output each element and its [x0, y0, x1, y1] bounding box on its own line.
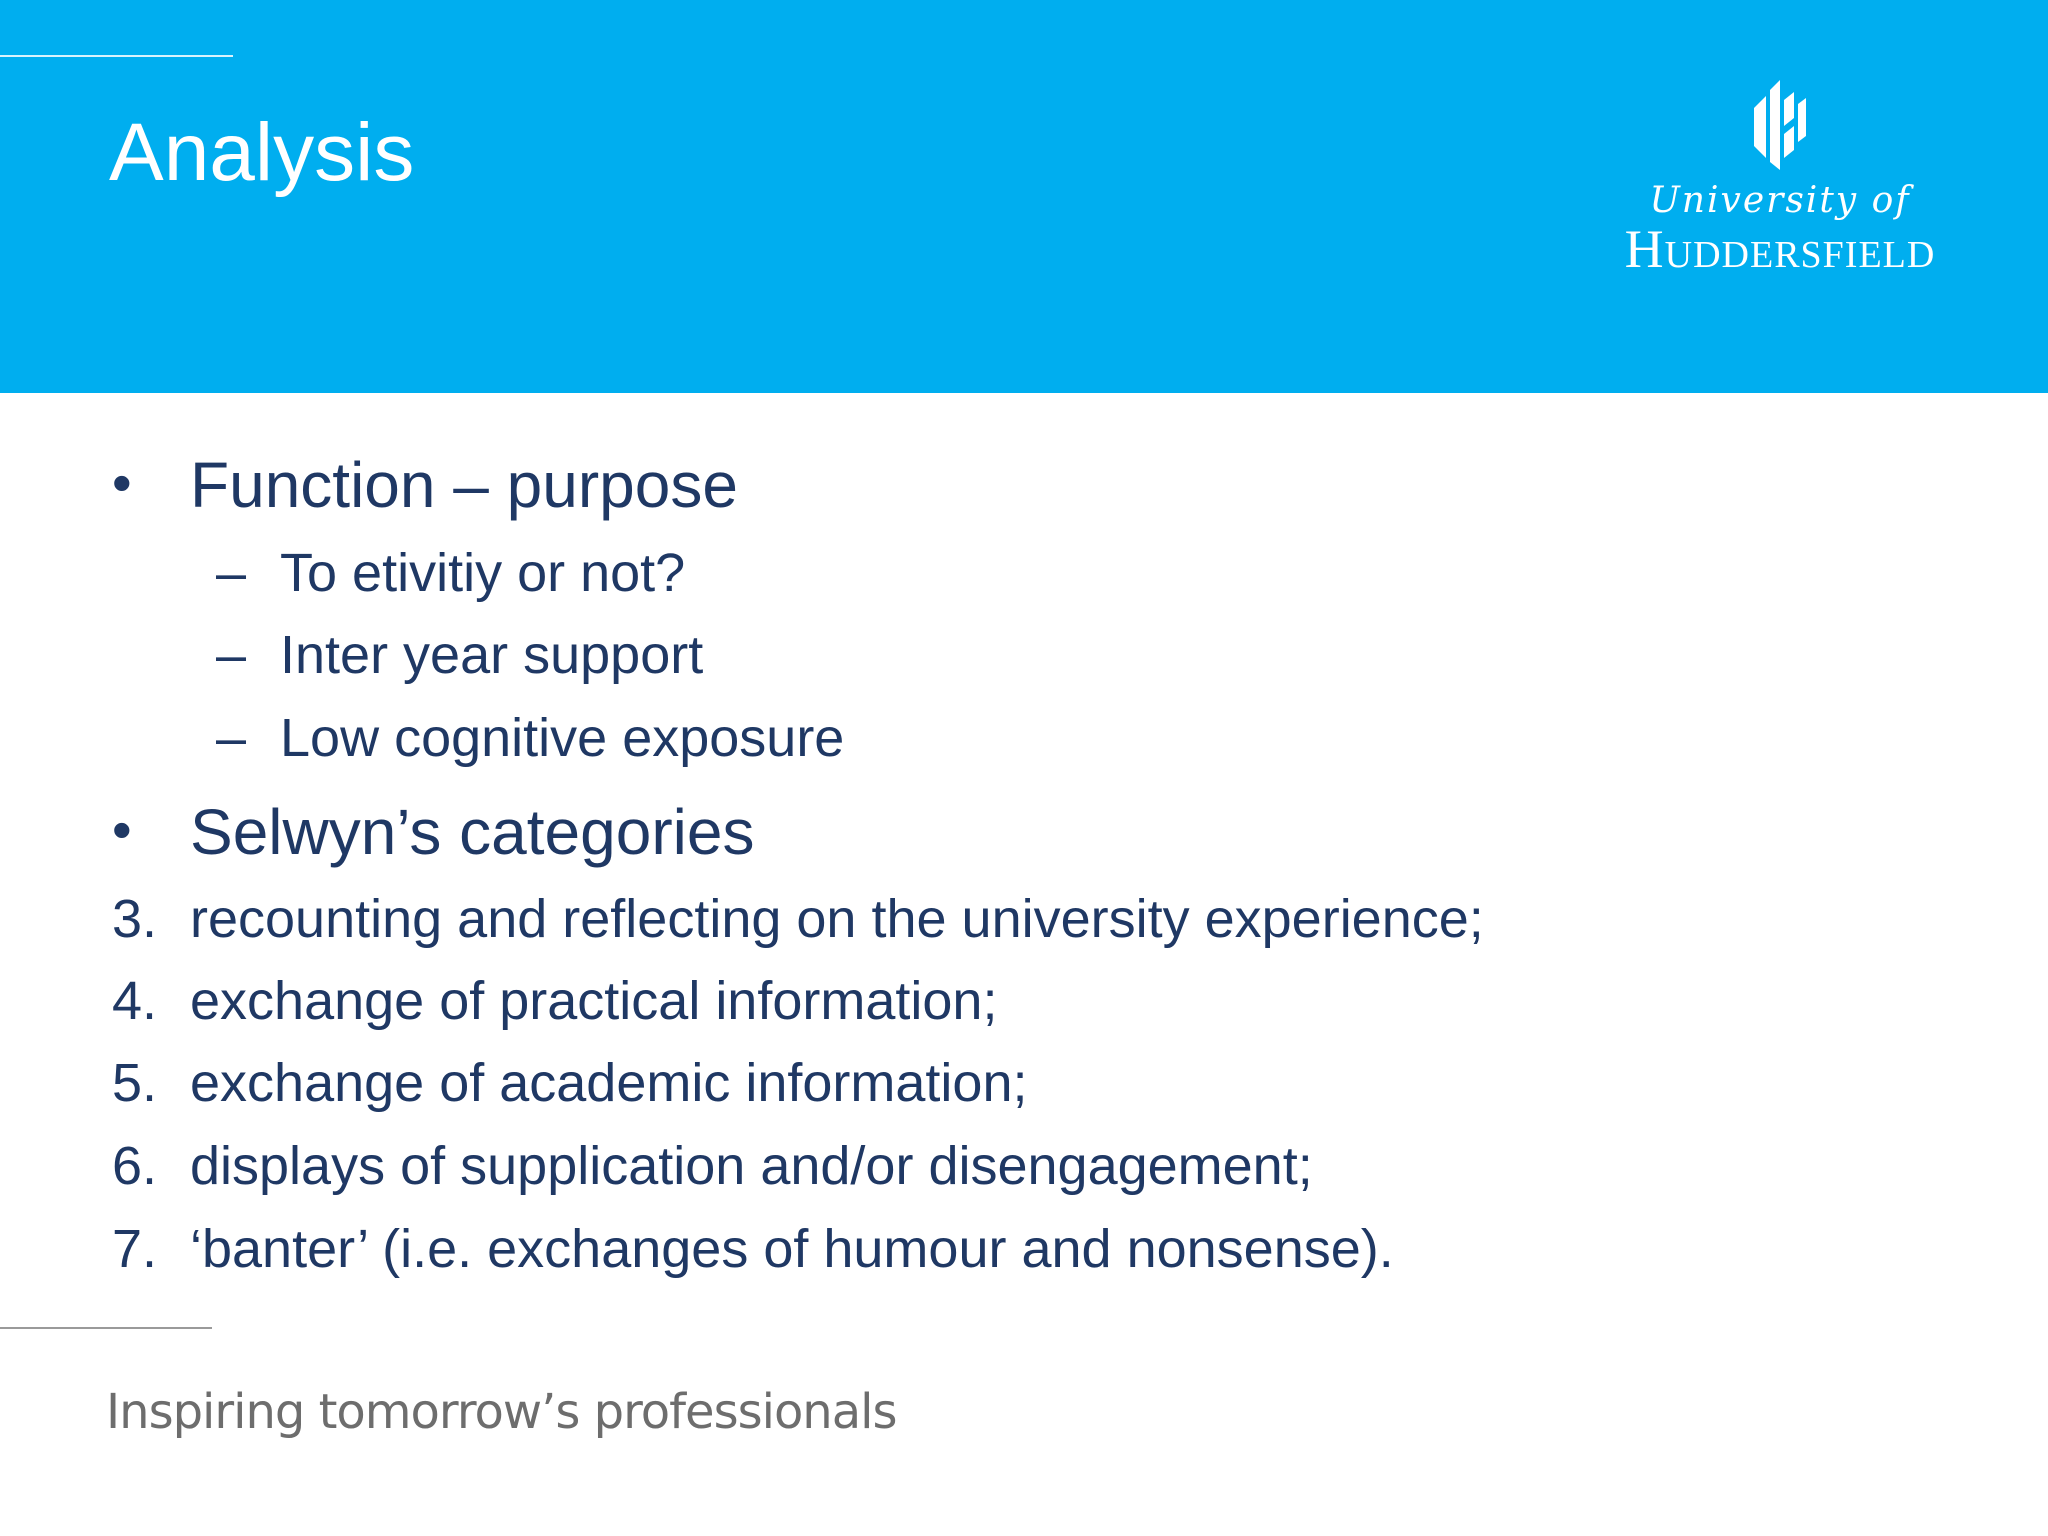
item-number: 6. [112, 1136, 158, 1196]
item-text: exchange of academic information; [190, 1053, 1028, 1113]
footer-rule [0, 1327, 212, 1329]
logo-text-university-of: University of [1649, 180, 1911, 221]
item-text: ‘banter’ (i.e. exchanges of humour and nonsense). [190, 1219, 1394, 1279]
item-text: displays of supplication and/or disengagement; [190, 1136, 1313, 1196]
sub-bullet-text: To etivitiy or not? [280, 543, 686, 603]
logo-text-huddersfield: Huddersfield [1624, 219, 1936, 279]
sub-bullet-marker: – [216, 625, 247, 685]
bullet-text: Function – purpose [190, 449, 738, 521]
bullet-marker: • [112, 798, 132, 861]
footer-tagline: Inspiring tomorrow’s professionals [106, 1384, 897, 1440]
sub-bullet-marker: – [216, 708, 247, 768]
sub-bullet-text: Inter year support [280, 625, 704, 685]
bullet-text: Selwyn’s categories [190, 796, 755, 868]
sub-bullet-text: Low cognitive exposure [280, 708, 845, 768]
item-number: 5. [112, 1053, 158, 1113]
item-text: recounting and reflecting on the university experience; [190, 889, 1484, 949]
bullet-marker: • [112, 451, 132, 514]
item-number: 3. [112, 889, 158, 949]
item-number: 7. [112, 1219, 158, 1279]
item-number: 4. [112, 971, 158, 1031]
sub-bullet-marker: – [216, 543, 247, 603]
slide-title: Analysis [109, 107, 415, 198]
item-text: exchange of practical information; [190, 971, 998, 1031]
